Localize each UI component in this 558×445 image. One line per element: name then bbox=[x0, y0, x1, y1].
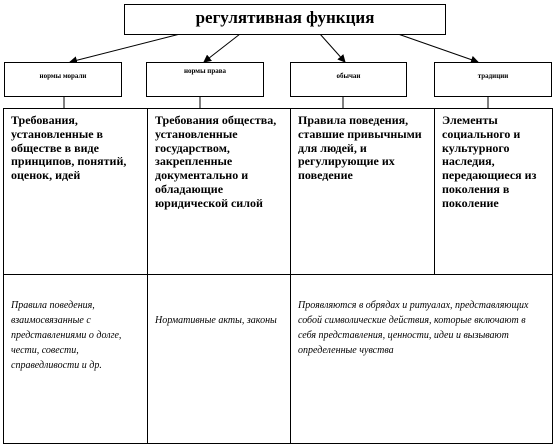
arrow-title-to-law bbox=[204, 34, 240, 62]
desc-customs: Правила поведения, ставшие привычными для людей, и регулирующие их поведение bbox=[298, 113, 422, 183]
category-label-traditions: традиции bbox=[477, 72, 509, 80]
outcome-customs-traditions: Проявляются в обрядах и ритуалах, представляющих собой символические действия, которые включают в себя представления, ценности, идеи и вызывают определенные чувства bbox=[298, 300, 529, 356]
category-label-law: нормы права bbox=[183, 67, 226, 75]
desc-law: Требования общества, установленные государством, закрепленные документально и обладающие юридической силой bbox=[155, 113, 277, 210]
diagram-title: регулятивная функция bbox=[195, 8, 375, 27]
desc-traditions: Элементы социального и культурного наследия, передающиеся из поколения в поколение bbox=[442, 113, 537, 210]
arrow-title-to-customs bbox=[320, 34, 345, 62]
arrow-title-to-traditions bbox=[398, 34, 478, 62]
desc-morals: Требования, установленные в обществе в виде принципов, понятий, оценок, идей bbox=[11, 113, 127, 183]
outcome-morals: Правила поведения, взаимосвязанные с представлениями о долге, чести, совести, справедливости и др. bbox=[11, 300, 122, 371]
outcome-law: Нормативные акты, законы bbox=[155, 315, 277, 326]
category-label-customs: обычаи bbox=[336, 72, 361, 80]
row-divider bbox=[3, 274, 553, 275]
arrow-title-to-morals bbox=[70, 34, 180, 62]
category-label-morals: нормы морали bbox=[39, 72, 87, 80]
